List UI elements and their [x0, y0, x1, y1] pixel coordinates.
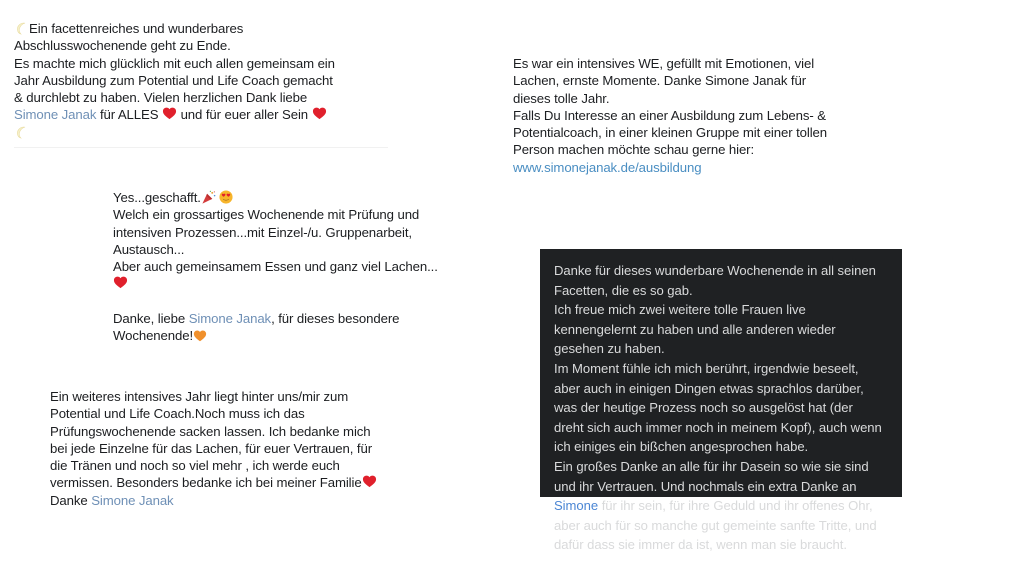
post4-line-4: bei jede Einzelne für das Lachen, für euer Vertrauen, für: [50, 440, 372, 456]
mention-simone-janak-link[interactable]: Simone Janak: [188, 311, 272, 327]
post3-line-3: intensiven Prozessen...mit Einzel-/u. Gruppenarbeit,: [113, 224, 412, 240]
orange-heart-icon: [193, 329, 207, 343]
post2-line-7: [513, 159, 913, 176]
testimonial-post-4: [50, 388, 425, 509]
post5-line-15: dafür dass sie immer da ist, wenn man sie braucht.: [554, 537, 847, 553]
post5-line-12: und ihr Vertrauen. Und nochmals ein extra Danke an: [554, 478, 857, 494]
post3-text-8: Wochenende!: [113, 328, 194, 344]
post1-line-4: Jahr Ausbildung zum Potential und Life Coach gemacht: [14, 72, 333, 88]
post1-line-2: Abschlusswochenende geht zu Ende.: [14, 38, 231, 54]
post1-divider: [14, 147, 388, 148]
post5-line-6: Im Moment fühle ich mich berührt, irgendwie beseelt,: [554, 360, 859, 376]
mention-simone-janak-link[interactable]: Simone Janak: [14, 107, 97, 123]
post3-line-2: Welch ein grossartiges Wochenende mit Prüfung und: [113, 207, 420, 223]
testimonial-post-5-dark: [540, 249, 902, 553]
post4-text-6: vermissen. Besonders bedanke ich bei meiner Familie: [50, 475, 362, 491]
post5-line-3: Ich freue mich zwei weitere tolle Frauen live: [554, 302, 806, 318]
post1-line-6: [14, 106, 394, 123]
red-heart-icon: [312, 106, 327, 121]
testimonial-post-1: [14, 20, 394, 141]
post4-line-2: Potential und Life Coach.Noch muss ich das: [50, 406, 305, 422]
post3-line-5: Aber auch gemeinsamem Essen und ganz viel Lachen...: [113, 259, 438, 275]
post1-line-7: [14, 124, 394, 141]
post2-line-1: Es war ein intensives WE, gefüllt mit Emotionen, viel: [513, 56, 815, 71]
post4-line-3: Prüfungswochenende sacken lassen. Ich bedanke mich: [50, 423, 371, 439]
post5-line-11: Ein großes Danke an alle für ihr Dasein so wie sie sind: [554, 458, 869, 474]
crescent-moon-icon: [14, 21, 29, 36]
post2-line-4: Falls Du Interesse an einer Ausbildung zum Lebens- &: [513, 107, 826, 123]
red-heart-icon: [362, 474, 377, 489]
post5-line-14: aber auch für so manche gut gemeinte sanfte Tritte, und: [554, 517, 877, 533]
post5-text-13b: für ihr sein, für ihre Geduld und ihr offenes Ohr,: [598, 498, 873, 514]
post1-text-1a: Ein facettenreiches und wunderbares: [29, 21, 244, 36]
post5-line-7: aber auch in einigen Dingen etwas sprachlos darüber,: [554, 380, 864, 396]
post3-line-1: [113, 189, 483, 206]
post2-line-3: dieses tolle Jahr.: [513, 90, 610, 106]
post4-line-1: Ein weiteres intensives Jahr liegt hinter uns/mir zum: [50, 389, 349, 404]
post3-line-6: [113, 275, 483, 292]
post5-line-9: dreht sich auch immer noch in meinem Kopf), auch wenn: [554, 419, 882, 435]
post4-line-6: [50, 474, 425, 491]
post5-line-8: was der heutige Prozess noch so ausgelöst hat (der: [554, 400, 853, 416]
post5-line-13: [554, 496, 888, 516]
post3-text-7c: , für dieses besondere: [271, 311, 400, 327]
post1-line-1: [14, 20, 394, 37]
post2-line-6: Person machen möchte schau gerne hier:: [513, 142, 755, 158]
post1-line-5: & durchlebt zu haben. Vielen herzlichen Dank liebe: [14, 90, 308, 106]
mention-simone-janak-link[interactable]: Simone Janak: [91, 492, 174, 508]
post5-line-5: gesehen zu haben.: [554, 341, 665, 357]
post2-line-5: Potentialcoach, in einer kleinen Gruppe mit einer tollen: [513, 125, 828, 141]
post1-text-6b: für ALLES: [96, 107, 162, 123]
post3-line-7: [113, 310, 483, 327]
post5-line-1: Danke für dieses wunderbare Wochenende in all seinen: [554, 263, 876, 278]
post4-text-7a: Danke: [50, 492, 92, 508]
post3-text-1a: Yes...geschafft.: [113, 190, 201, 205]
party-popper-icon: [201, 190, 216, 205]
mention-simone-link[interactable]: Simone: [554, 498, 599, 514]
post3-line-4: Austausch...: [113, 241, 185, 257]
testimonial-post-3: [113, 189, 483, 345]
post4-line-5: die Tränen und noch so viel mehr , ich werde euch: [50, 458, 340, 474]
post5-line-10: ich einiges ein bißchen angesprochen habe.: [554, 439, 809, 455]
testimonial-post-2: [513, 55, 913, 176]
post4-line-7: [50, 492, 425, 509]
post5-line-4: kennengelernt zu haben und alle anderen wieder: [554, 321, 836, 337]
post1-line-3: Es machte mich glücklich mit euch allen gemeinsam ein: [14, 55, 335, 71]
post3-blank-line: [113, 293, 483, 310]
ausbildung-website-link[interactable]: www.simonejanak.de/ausbildung: [513, 159, 702, 175]
post1-text-6c: und für euer aller Sein: [177, 107, 312, 123]
crescent-moon-icon: [14, 125, 29, 140]
heart-eyes-face-icon: [219, 190, 233, 204]
red-heart-icon: [113, 275, 128, 290]
red-heart-icon: [162, 106, 177, 121]
post3-line-8: [113, 327, 483, 344]
post3-text-7a: Danke, liebe: [113, 311, 189, 327]
post5-line-2: Facetten, die es so gab.: [554, 282, 693, 298]
post2-line-2: Lachen, ernste Momente. Danke Simone Janak für: [513, 73, 807, 89]
